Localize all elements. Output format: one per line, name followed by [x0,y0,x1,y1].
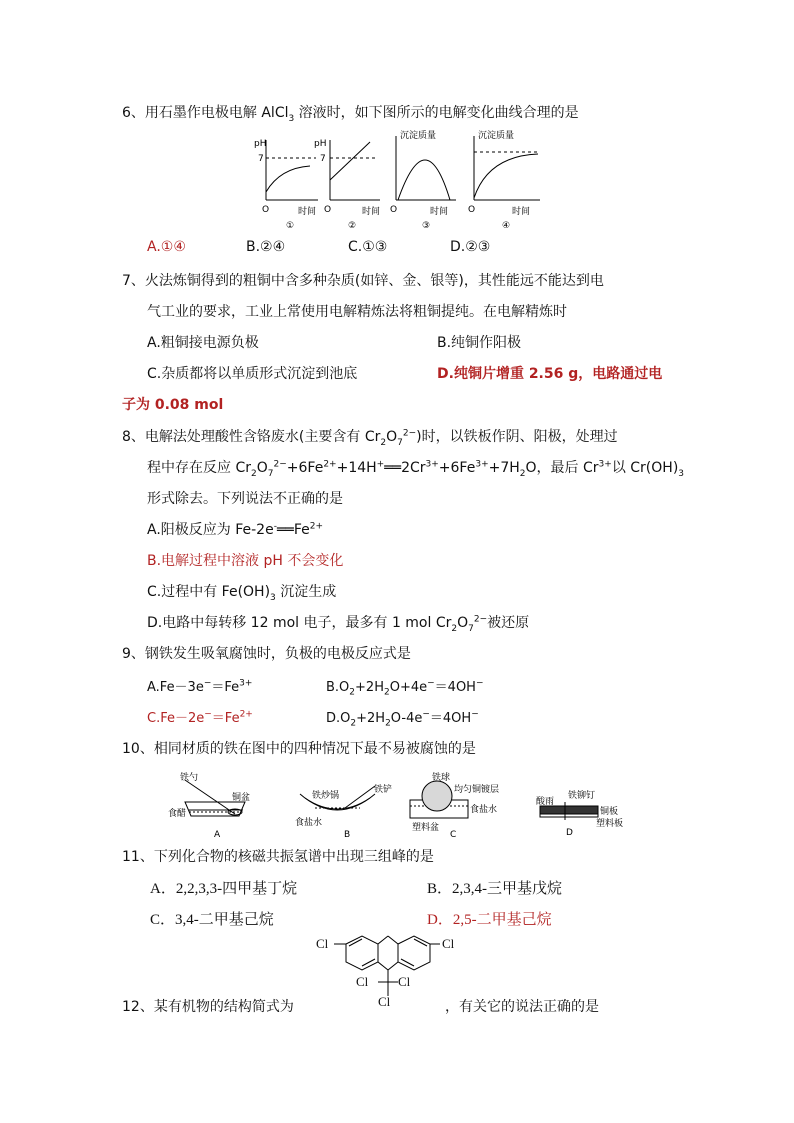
q6-option-c[interactable]: C.①③ [348,239,388,255]
graph-3-xlabel: 时间 [430,207,449,217]
q8-option-d[interactable]: D.电路中每转移 12 mol 电子，最多有 1 mol $Cr_2O_7^{2-}$被还原 [147,614,530,634]
fig-d-label4: 塑料板 [596,819,624,829]
fig-b-label3: 食盐水 [295,818,323,828]
graph-2-ylabel: pH [314,139,327,149]
graph-2 [314,139,380,231]
fig-d-label1: 酸雨 [536,797,555,807]
q7-option-b[interactable]: B.纯铜作阳极 [437,335,522,351]
q6-graphs [250,128,550,234]
cl-center-left: Cl [356,974,369,989]
fig-c-caption: C [450,830,457,840]
graph-1-origin: O [262,205,270,215]
graph-1-ylabel: pH [254,139,267,149]
fig-b-label2: 铁铲 [374,785,393,795]
fig-b-label1: 铁炒锅 [312,791,340,801]
cl-center-right: Cl [398,974,411,989]
q11-option-d[interactable]: D．2,5-二甲基己烷 [427,912,552,928]
q10-stem: 10、相同材质的铁在图中的四种情况下最不易被腐蚀的是 [122,741,476,757]
fig-a-label1: 铁勺 [180,773,199,783]
graph-4-ylabel: 沉淀质量 [478,131,515,141]
graph-2-num: ② [348,221,357,231]
q9-option-b[interactable]: $B.O_2+2H_2O+4e^-=4OH^-$ [326,678,484,698]
q12-stem-a: 12、某有机物的结构简式为 [122,999,294,1015]
q6-option-d[interactable]: D.②③ [450,239,491,255]
q8-option-a[interactable]: A.阳极反应为 $Fe-2e^-══Fe^{2+}$ [147,521,324,538]
q7-option-c[interactable]: C.杂质都将以单质形式沉淀到池底 [147,366,358,382]
graph-3 [390,129,456,231]
graph-4-num: ④ [502,221,511,231]
fig-d-caption: D [566,828,573,838]
q11-option-c[interactable]: C．3,4-二甲基己烷 [150,912,274,928]
fig-a-label3: 食醋 [168,809,187,819]
fig-b-caption: B [344,830,351,840]
q9-stem: 9、钢铁发生吸氧腐蚀时，负极的电极反应式是 [122,646,411,662]
cl-right: Cl [442,936,455,951]
cl-left: Cl [316,936,329,951]
graph-4-origin: O [468,205,476,215]
q8-stem-line2: 程中存在反应 $Cr_2O_7^{2-}+6Fe^{2+}+14H^+══2Cr^{3+}+6Fe^{3+}+7H_2O$，最后 $Cr^{3+}$以 $Cr(OH)_3$ [147,459,685,479]
q11-option-a[interactable]: A．2,2,3,3-四甲基丁烷 [150,881,298,897]
graph-2-origin: O [324,205,332,215]
graph-1-xlabel: 时间 [298,207,317,217]
q7-option-a[interactable]: A.粗铜接电源负极 [147,335,259,351]
q7-stem-line1: 7、火法炼铜得到的粗铜中含多种杂质(如锌、金、银等)，其性能远不能达到电 [122,273,604,289]
graph-1-ytick: 7 [258,154,264,164]
q6-stem: 6、用石墨作电极电解 AlCl$_3$ 溶液时，如下图所示的电解变化曲线合理的是 [122,105,579,124]
q11-option-b[interactable]: B．2,3,4-三甲基戊烷 [427,881,563,897]
fig-c-label4: 塑料盆 [412,823,440,833]
q8-option-b[interactable]: B.电解过程中溶液 pH 不会变化 [147,553,344,569]
q8-stem-line1: 8、电解法处理酸性含铬废水(主要含有 $Cr_2O_7^{2-}$)时，以铁板作阴、阳极，处理过 [122,428,618,448]
graph-4-xlabel: 时间 [512,207,531,217]
q7-option-d-line2: 子为 0.08 mol [122,397,224,413]
fig-a-caption: A [214,830,221,840]
q11-stem: 11、下列化合物的核磁共振氢谱中出现三组峰的是 [122,849,434,865]
graph-2-ytick: 7 [320,154,326,164]
q6-option-b[interactable]: B.②④ [246,239,286,255]
graph-3-num: ③ [422,221,431,231]
q8-stem-line3: 形式除去。下列说法不正确的是 [147,491,343,507]
q9-option-d[interactable]: $D.O_2+2H_2O-4e^-=4OH^-$ [326,709,479,729]
q6-option-a[interactable]: A.①④ [147,239,186,255]
fig-a-label2: 铜盆 [232,793,251,803]
fig-c-label2: 均匀铜镀层 [454,785,500,795]
graph-3-origin: O [390,205,398,215]
graph-1 [254,139,318,231]
q8-option-c[interactable]: C.过程中有 $Fe(OH)_3$ 沉淀生成 [147,584,337,603]
cl-bottom: Cl [378,994,391,1009]
fig-d-label2: 铁铆钉 [568,791,596,801]
fig-d-label3: 铜板 [600,807,619,817]
q7-option-d-line1[interactable]: D.纯铜片增重 2.56 g，电路通过电 [437,366,663,382]
graph-2-xlabel: 时间 [362,207,381,217]
graph-3-ylabel: 沉淀质量 [400,131,437,141]
q9-option-c[interactable]: $C.Fe-2e^-=Fe^{2+}$ [147,709,253,726]
q9-option-a[interactable]: $A.Fe-3e^-=Fe^{3+}$ [147,678,253,695]
fig-c-label3: 食盐水 [470,805,498,815]
fig-c-label1: 铁球 [432,773,451,783]
graph-4 [468,129,540,231]
q12-stem-b: ，有关它的说法正确的是 [445,999,599,1015]
graph-1-num: ① [286,221,295,231]
q7-stem-line2: 气工业的要求，工业上常使用电解精炼法将粗铜提纯。在电解精炼时 [147,304,567,320]
